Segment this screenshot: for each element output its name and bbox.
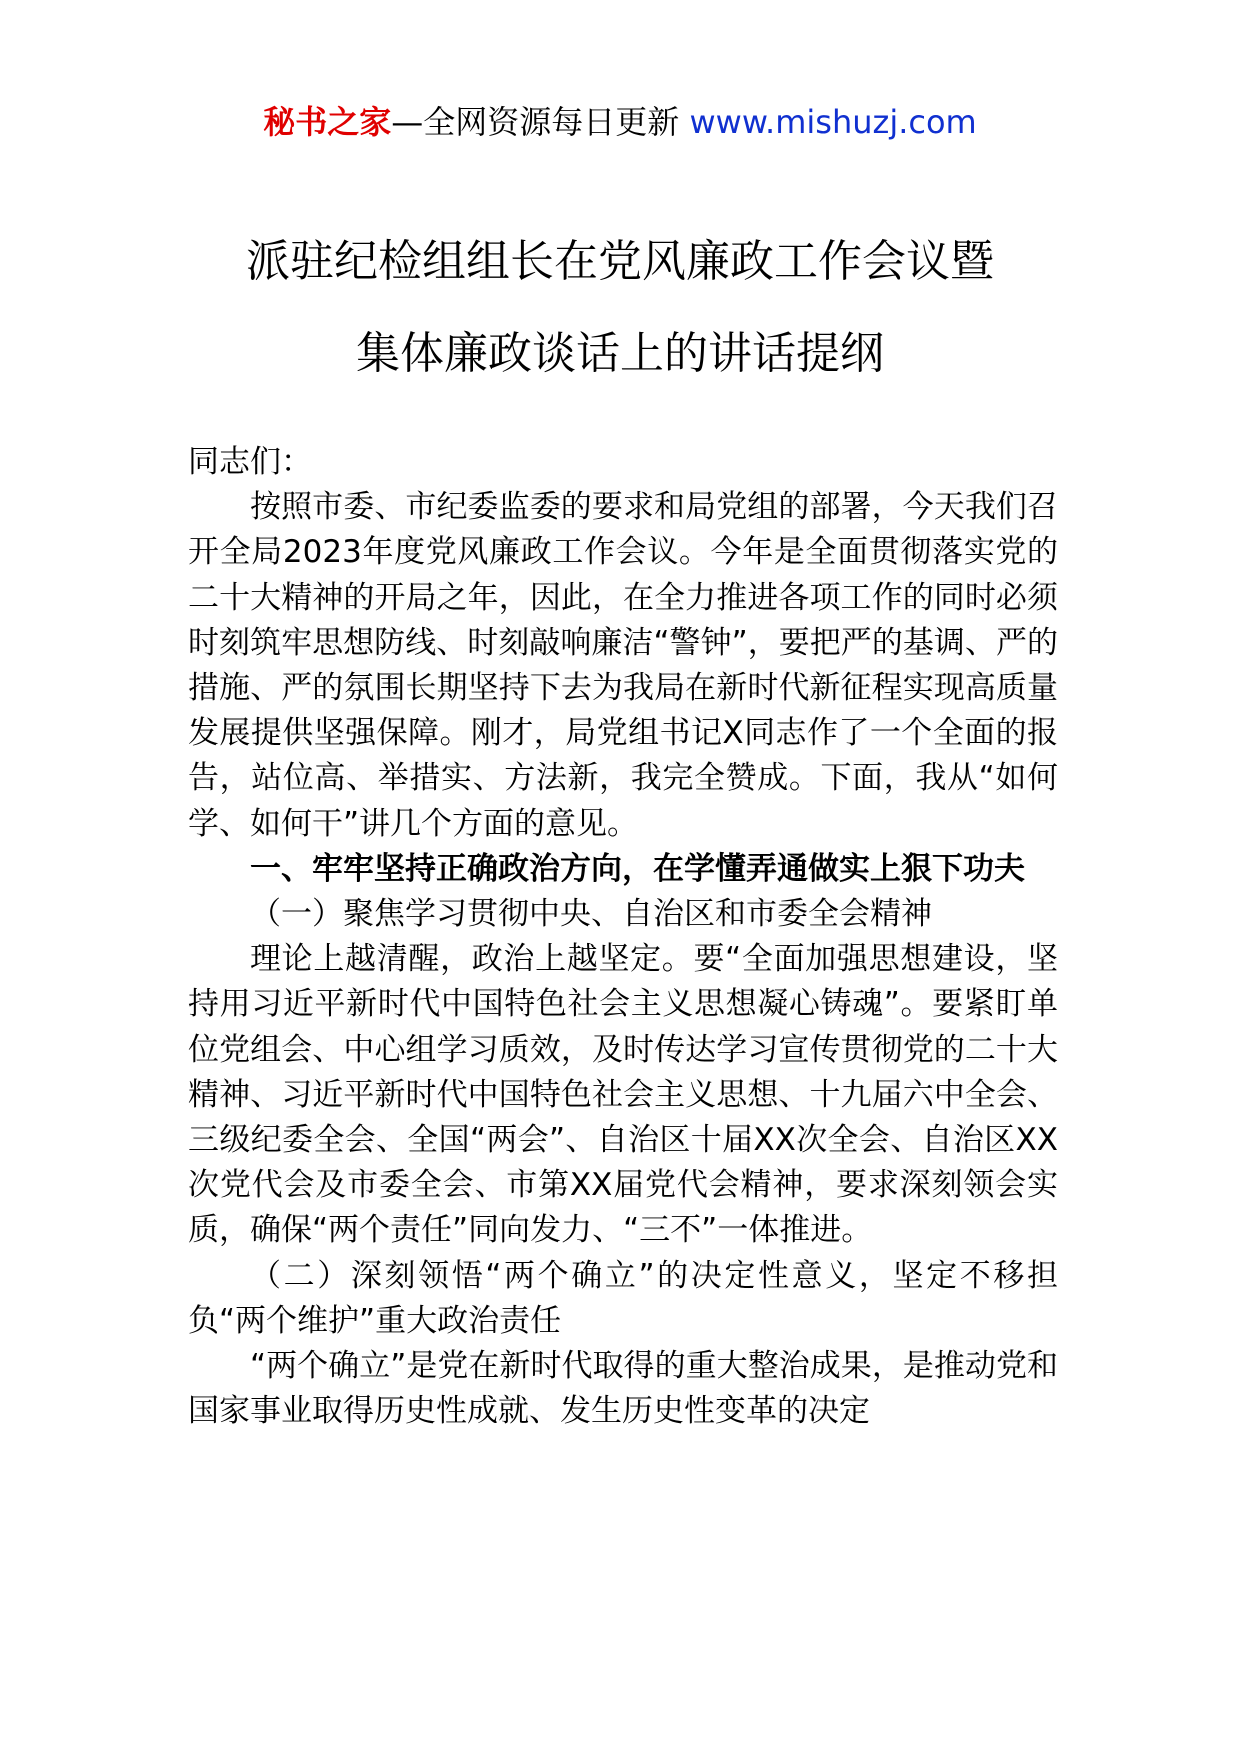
document-title-line-2: 集体廉政谈话上的讲话提纲 (356, 328, 884, 379)
site-url-link[interactable]: www.mishuzj.com (689, 103, 977, 141)
subsection-heading: （一）聚焦学习贯彻中央、自治区和市委全会精神 (250, 896, 932, 933)
subsection-heading: （二）深刻领悟“两个确立”的决定性意义，坚定不移担负“两个维护”重大政治责任 (188, 1257, 1058, 1339)
section-heading: 一、牢牢坚持正确政治方向，在学懂弄通做实上狠下功夫 (250, 850, 1025, 887)
site-slogan: —全网资源每日更新 (391, 103, 680, 141)
document-title-line-1: 派驻纪检组组长在党风廉政工作会议暨 (246, 236, 994, 287)
body-paragraph: “两个确立”是党在新时代取得的重大整治成果，是推动党和国家事业取得历史性成就、发生历史性变革的决定 (188, 1348, 1058, 1430)
site-header (0, 100, 1240, 144)
greeting: 同志们： (188, 444, 312, 480)
site-brand: 秘书之家 (263, 103, 392, 141)
document-body (188, 440, 1058, 1434)
body-paragraph: 理论上越清醒，政治上越坚定。要“全面加强思想建设，坚持用习近平新时代中国特色社会主义思想凝心铸魂”。要紧盯单位党组会、中心组学习质效，及时传达学习宣传贯彻党的二十大精神、习近平新时代中国特色社会主义思想、十九届六中全会、三级纪委全会、全国“两会”、自治区十届XX次全会、自治区XX次党代会及市委全会、市第XX届党代会精神，要求深刻领会实质，确保“两个责任”同向发力、“三不”一体推进。 (188, 941, 1058, 1249)
body-paragraph: 按照市委、市纪委监委的要求和局党组的部署，今天我们召开全局2023年度党风廉政工作会议。今年是全面贯彻落实党的二十大精神的开局之年，因此，在全力推进各项工作的同时必须时刻筑牢思想防线、时刻敲响廉洁“警钟”，要把严的基调、严的措施、严的氛围长期坚持下去为我局在新时代新征程实现高质量发展提供坚强保障。刚才，局党组书记X同志作了一个全面的报告，站位高、举措实、方法新，我完全赞成。下面，我从“如何学、如何干”讲几个方面的意见。 (188, 489, 1058, 842)
